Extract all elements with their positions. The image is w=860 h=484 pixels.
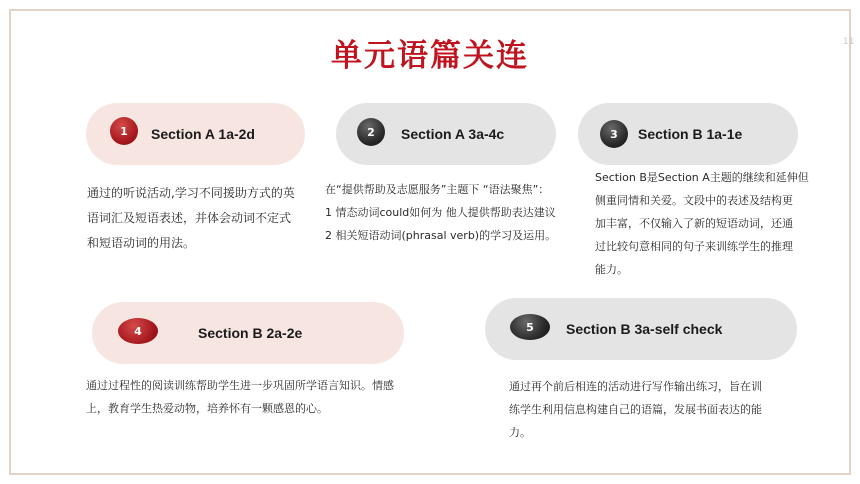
section-2-number-badge: 2 [357, 118, 385, 146]
section-1-number-badge: 1 [110, 117, 138, 145]
section-5-desc-line: 通过再个前后相连的活动进行写作输出练习，旨在训 [509, 380, 762, 393]
section-4-description [86, 374, 466, 420]
section-3-desc-line: 加丰富，不仅输入了新的短语动词，还通 [595, 217, 793, 230]
page-number: 11 [843, 37, 855, 47]
section-3-desc-line: 能力。 [595, 263, 628, 276]
section-1-desc-line: 通过的听说活动,学习不同援助方式的英 [87, 186, 295, 200]
section-3-desc-line: 过比较句意相同的句子来训练学生的推理 [595, 240, 793, 253]
page-title: 单元语篇关连 [331, 38, 529, 74]
section-1-description [87, 181, 317, 256]
section-3-desc-line: 侧重同情和关爱。文段中的表述及结构更 [595, 194, 793, 207]
section-4-desc-line: 通过过程性的阅读训练帮助学生进一步巩固所学语言知识。情感 [86, 379, 394, 392]
section-3-desc-line: Section B是Section A主题的继续和延伸但 [595, 171, 809, 184]
section-4-number-badge: 4 [118, 318, 158, 344]
section-5-number-badge: 5 [510, 314, 550, 340]
section-5-desc-line: 力。 [509, 426, 531, 439]
section-3-number-badge: 3 [600, 120, 628, 148]
section-2-desc-line: 2 相关短语动词(phrasal verb)的学习及运用。 [325, 229, 557, 242]
section-3-label: Section B 1a-1e [638, 126, 743, 142]
section-4-label: Section B 2a-2e [198, 325, 303, 341]
section-5-label: Section B 3a-self check [566, 321, 723, 337]
section-2-description [325, 178, 585, 247]
section-2-label: Section A 3a-4c [401, 126, 505, 142]
section-1-desc-line: 和短语动词的用法。 [87, 236, 196, 250]
section-2-desc-line: 在“提供帮助及志愿服务”主题下 “语法聚焦”： [325, 183, 550, 196]
section-5-description [509, 375, 819, 444]
section-5-desc-line: 练学生利用信息构建自己的语篇，发展书面表达的能 [509, 403, 762, 416]
section-3-description [595, 166, 831, 281]
section-4-desc-line: 上，教育学生热爱动物，培养怀有一颗感恩的心。 [86, 402, 328, 415]
section-1-desc-line: 语词汇及短语表述，并体会动词不定式 [87, 211, 292, 225]
section-2-desc-line: 1 情态动词could如何为 他人提供帮助表达建议 [325, 206, 556, 219]
section-1-label: Section A 1a-2d [151, 126, 255, 142]
